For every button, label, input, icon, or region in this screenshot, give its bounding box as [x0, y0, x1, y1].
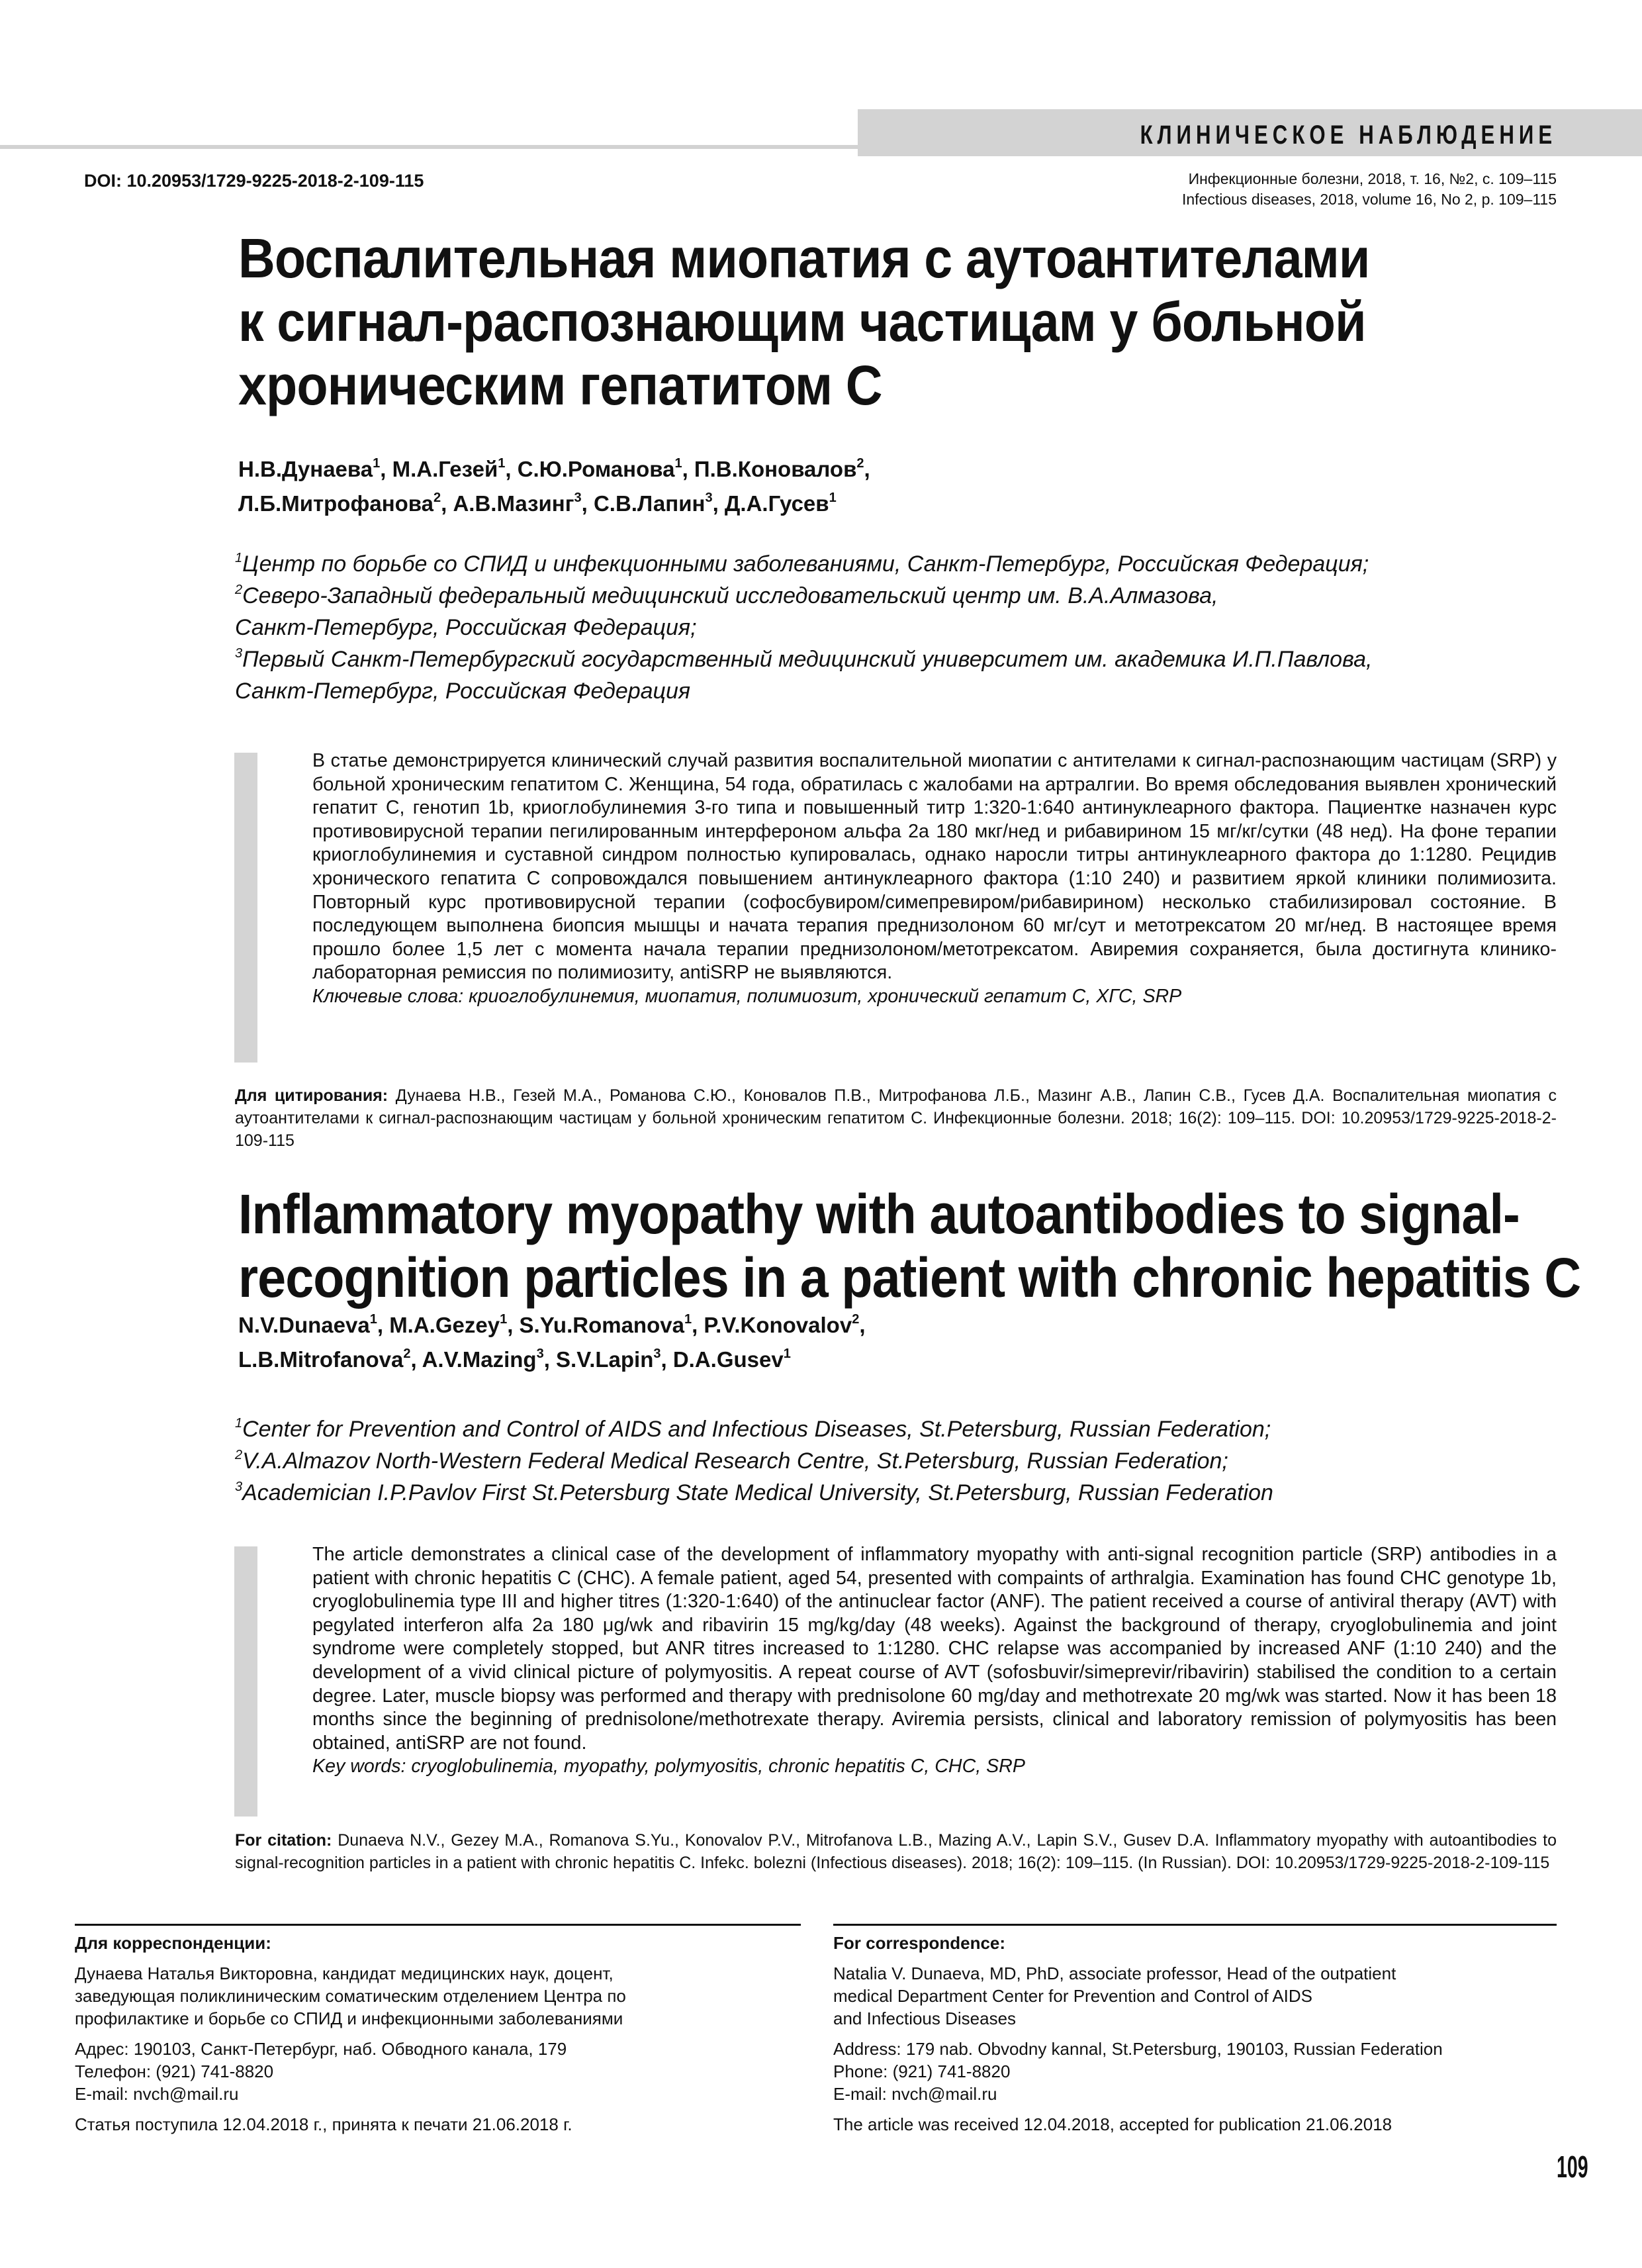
- correspondence-email[interactable]: E-mail: nvch@mail.ru: [75, 2084, 239, 2104]
- affiliation-line: [235, 675, 1372, 707]
- affiliation-line: [235, 1445, 1273, 1477]
- correspondence-heading: For correspondence:: [833, 1933, 1006, 1953]
- correspondence-email[interactable]: E-mail: nvch@mail.ru: [833, 2084, 997, 2104]
- doi-link[interactable]: DOI: 10.20953/1729-9225-2018-2-109-115: [84, 171, 424, 191]
- citation-label: For citation:: [235, 1831, 332, 1850]
- correspondence-en: [833, 1932, 1443, 2136]
- affiliation-marker: 1: [674, 456, 682, 471]
- citation-text: Дунаева Н.В., Гезей М.А., Романова С.Ю., Коновалов П.В., Митрофанова Л.Б., Мазинг А.В., Лапин С.В., Гусев Д.А. Воспалительная миопатия с аутоантителами к сигнал-распознающим частицам у больной хроническим гепатитом С. Инфекционные болезни. 2018; 16(2): 109–115. DOI: 10.20953/1729-9225-2018-2-109-115: [235, 1086, 1557, 1150]
- affiliation-marker: 3: [574, 491, 582, 505]
- author-list-ru: Н.В.Дунаева$^1$, М.А.Гезей$^1$, С.Ю.Романова$^1$, П.В.Коновалов$^2$, Л.Б.Митрофанова$^2$, А.В.Мазинг$^3$, С.В.Лапин$^3$, Д.А.Гусев$^1$: [238, 456, 870, 516]
- affiliation-text: Academician I.P.Pavlov First St.Petersburg State Medical University, St.Petersburg, Russian Federation: [242, 1480, 1273, 1505]
- affiliation-line: [235, 580, 1372, 612]
- keywords: Ключевые слова: криоглобулинемия, миопатия, полимиозит, хронический гепатит С, ХГС, SRP: [312, 985, 1182, 1007]
- author: N.V.Dunaeva: [238, 1313, 370, 1337]
- correspondence-person: medical Department Center for Prevention and Control of AIDS: [833, 1986, 1313, 2006]
- author: S.V.Lapin: [556, 1347, 654, 1372]
- section-label: КЛИНИЧЕСКОЕ НАБЛЮДЕНИЕ: [1140, 120, 1557, 150]
- affiliations-ru: [235, 548, 1372, 707]
- affiliation-line: [235, 643, 1372, 675]
- author: M.A.Gezey: [389, 1313, 500, 1337]
- received-dates: The article was received 12.04.2018, accepted for publication 21.06.2018: [833, 2114, 1392, 2134]
- affiliation-marker: 2: [403, 1347, 411, 1361]
- abstract-text: В статье демонстрируется клинический случай развития воспалительной миопатии с антителами к сигнал-распознающим частицам (SRP) у больной хроническим гепатитом С. Женщина, 54 года, обратилась с жалобами на артралгии. Во время обследования выявлен хронический гепатит С, генотип 1b, криоглобулинемия 3-го типа и повышенный титр 1:320-1:640 антинуклеарного фактора. Пациентке назначен курс противовирусной терапии пегилированным интерфероном альфа 2а 180 мкг/нед и рибавирином 15 мг/кг/сутки (48 нед). На фоне терапии криоглобулинемия и суставной синдром полностью купировалась, однако наросли титры антинуклеарного фактора до 1:1280. Рецидив хронического гепатита С сопровождался повышением антинуклеарного фактора (1:10 240) и развитием яркой клиники полимиозита. Повторный курс противовирусной терапии (софосбувиром/симепревиром/рибавирином) несколько стабилизировал состояние. В последующем выполнена биопсия мышцы и начата терапия преднизолоном 60 мг/сут и метотрексатом 20 мг/нед. В настоящее время прошло более 1,5 лет с момента начала терапии преднизолоном/метотрексатом. Авиремия сохраняется, была достигнута клинико-лабораторная ремиссия по полимиозиту, antiSRP не выявляются.: [312, 750, 1557, 984]
- author: А.В.Мазинг: [453, 491, 574, 516]
- journal-reference-ru: Инфекционные болезни, 2018, т. 16, №2, с. 109–115: [1188, 170, 1557, 187]
- affiliation-text: Center for Prevention and Control of AIDS and Infectious Diseases, St.Petersburg, Russian Federation;: [242, 1417, 1271, 1442]
- received-dates: Статья поступила 12.04.2018 г., принята к печати 21.06.2018 г.: [75, 2114, 572, 2134]
- affiliation-marker: 1: [373, 456, 381, 471]
- abstract-marker-bar: [234, 1546, 257, 1817]
- author: П.В.Коновалов: [694, 457, 857, 481]
- affiliation-marker: 2: [852, 1312, 860, 1327]
- affiliation-text: V.A.Almazov North-Western Federal Medical Research Centre, St.Petersburg, Russian Federation;: [242, 1448, 1228, 1474]
- correspondence-phone: Phone: (921) 741-8820: [833, 2061, 1011, 2081]
- journal-reference-en: Infectious diseases, 2018, volume 16, No 2, p. 109–115: [1181, 191, 1557, 208]
- citation-en: [235, 1829, 1557, 1874]
- author-list-en: N.V.Dunaeva$^1$, M.A.Gezey$^1$, S.Yu.Romanova$^1$, P.V.Konovalov$^2$, L.B.Mitrofanova$^2$, A.V.Mazing$^3$, S.V.Lapin$^3$, D.A.Gusev$^1$: [238, 1312, 866, 1372]
- author: Д.А.Гусев: [724, 491, 829, 516]
- affiliation-marker: 1: [829, 491, 837, 505]
- author: D.A.Gusev: [672, 1347, 784, 1372]
- affiliation-text: Первый Санкт-Петербургский государственный медицинский университет им. академика И.П.Павлова,: [242, 647, 1373, 672]
- article-title-en: [238, 1182, 1642, 1309]
- abstract-marker-bar: [234, 753, 257, 1063]
- author: L.B.Mitrofanova: [238, 1347, 404, 1372]
- keywords: Key words: cryoglobulinemia, myopathy, polymyositis, chronic hepatitis C, CHC, SRP: [312, 1756, 1025, 1777]
- affiliation-marker: 1: [235, 551, 243, 565]
- correspondence-heading: Для корреспонденции:: [75, 1933, 271, 1953]
- affiliation-line: [235, 612, 1372, 643]
- affiliation-text: Центр по борьбе со СПИД и инфекционными заболеваниями, Санкт-Петербург, Российская Федерация;: [242, 551, 1369, 577]
- title-line: Inflammatory myopathy with autoantibodies to signal-: [238, 1183, 1520, 1245]
- title-line: хроническим гепатитом С: [238, 354, 882, 416]
- title-line: Воспалительная миопатия с аутоантителами: [238, 227, 1370, 289]
- divider: [833, 1924, 1557, 1926]
- affiliation-marker: 3: [235, 1480, 243, 1494]
- correspondence-address: Адрес: 190103, Санкт-Петербург, наб. Обводного канала, 179: [75, 2039, 567, 2059]
- affiliation-marker: 2: [433, 491, 441, 505]
- citation-label: Для цитирования:: [235, 1086, 388, 1105]
- author: М.А.Гезей: [392, 457, 498, 481]
- page-number: 109: [1557, 2150, 1588, 2184]
- abstract-en: [312, 1543, 1557, 1779]
- abstract-text: The article demonstrates a clinical case of the development of inflammatory myopathy with anti-signal recognition particle (SRP) antibodies in a patient with chronic hepatitis C (CHC). A female patient, aged 54, presented with compaints of arthralgia. Examination has found CHC genotype 1b, cryoglobulinemia type III and higher titres (1:320-1:640) of the antinuclear factor (ANF). The patient received a course of antiviral therapy (AVT) with pegylated interferon alfa 2a 180 μg/wk and ribavirin 15 mg/kg/day (48 weeks). Against the background of therapy, cryoglobulinemia and joint syndrome were completely stopped, but ANR titres increased to 1:1280. CHC relapse was accompanied by increased ANF (1:10 240) and the development of a vivid clinical picture of polymyositis. A repeat course of AVT (sofosbuvir/simeprevir/ribavirin) stabilised the condition to a certain degree. Later, muscle biopsy was performed and therapy with prednisolone 60 mg/day and methotrexate 20 mg/wk was started. Now it has been 18 months since the beginning of prednisolone/methotrexate therapy. Aviremia persists, clinical and laboratory remission of polymyositis has been obtained, antiSRP are not found.: [312, 1544, 1557, 1754]
- title-line: recognition particles in a patient with chronic hepatitis C: [238, 1247, 1581, 1309]
- affiliation-marker: 1: [500, 1312, 508, 1327]
- affiliation-marker: 3: [235, 646, 243, 661]
- citation-ru: [235, 1084, 1557, 1152]
- correspondence-person: профилактике и борьбе со СПИД и инфекционными заболеваниями: [75, 2008, 623, 2028]
- author: S.Yu.Romanova: [519, 1313, 684, 1337]
- affiliation-marker: 1: [498, 456, 506, 471]
- affiliation-marker: 2: [235, 1448, 243, 1462]
- correspondence-address: Address: 179 nab. Obvodny kannal, St.Petersburg, 190103, Russian Federation: [833, 2039, 1443, 2059]
- title-line: к сигнал-распознающим частицам у больной: [238, 291, 1366, 353]
- correspondence-person: and Infectious Diseases: [833, 2008, 1017, 2028]
- author: P.V.Konovalov: [704, 1313, 852, 1337]
- affiliation-line: [235, 1477, 1273, 1509]
- affiliation-marker: 3: [653, 1347, 661, 1361]
- correspondence-person: Дунаева Наталья Викторовна, кандидат медицинских наук, доцент,: [75, 1963, 614, 1983]
- affiliation-marker: 1: [235, 1416, 243, 1431]
- divider: [75, 1924, 801, 1926]
- author: Л.Б.Митрофанова: [238, 491, 433, 516]
- affiliation-marker: 3: [536, 1347, 544, 1361]
- article-title-ru: [238, 226, 1468, 417]
- affiliation-marker: 2: [235, 583, 243, 597]
- affiliation-text: Санкт-Петербург, Российская Федерация: [235, 679, 691, 704]
- correspondence-person: заведующая поликлиническим соматическим отделением Центра по: [75, 1986, 626, 2006]
- affiliation-line: [235, 548, 1372, 580]
- affiliation-marker: 3: [705, 491, 713, 505]
- abstract-ru: [312, 749, 1557, 1009]
- author: A.V.Mazing: [422, 1347, 537, 1372]
- correspondence-ru: [75, 1932, 626, 2136]
- affiliation-marker: 2: [856, 456, 864, 471]
- correspondence-phone: Телефон: (921) 741-8820: [75, 2061, 274, 2081]
- header-rule: [0, 145, 858, 149]
- affiliation-marker: 1: [369, 1312, 377, 1327]
- affiliation-text: Санкт-Петербург, Российская Федерация;: [235, 615, 697, 640]
- author: С.Ю.Романова: [517, 457, 675, 481]
- correspondence-person: Natalia V. Dunaeva, MD, PhD, associate professor, Head of the outpatient: [833, 1963, 1396, 1983]
- affiliations-en: [235, 1413, 1273, 1509]
- affiliation-text: Северо-Западный федеральный медицинский исследовательский центр им. В.А.Алмазова,: [242, 583, 1218, 608]
- author: С.В.Лапин: [593, 491, 706, 516]
- affiliation-marker: 1: [684, 1312, 692, 1327]
- affiliation-line: [235, 1413, 1273, 1445]
- affiliation-marker: 1: [783, 1347, 791, 1361]
- citation-text: Dunaeva N.V., Gezey M.A., Romanova S.Yu., Konovalov P.V., Mitrofanova L.B., Mazing A.V., Lapin S.V., Gusev D.A. Inflammatory myopathy with autoantibodies to signal-recognition particles in a patient with chronic hepatitis C. Infekc. bolezni (Infectious diseases). 2018; 16(2): 109–115. (In Russian). DOI: 10.20953/1729-9225-2018-2-109-115: [235, 1831, 1557, 1872]
- author: Н.В.Дунаева: [238, 457, 373, 481]
